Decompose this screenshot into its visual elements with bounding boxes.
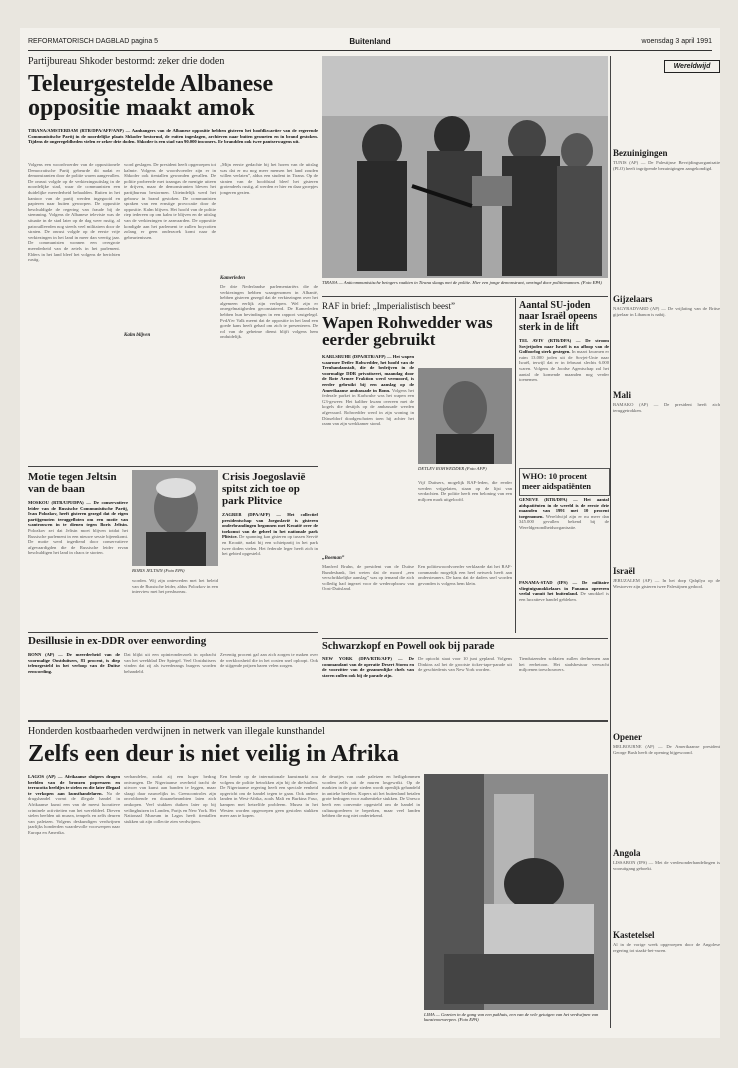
- photo-tirana-riot: [322, 56, 608, 278]
- schwarzkopf-body: De optocht staat voor 10 juni gepland. Volgens Dinkins zal het de grootste ticker-tape-parade uit de geschiedenis van New York worden.: [418, 656, 512, 673]
- raf-kicker: RAF in brief: „Imperialistisch beest”: [322, 301, 455, 311]
- sidebar-text-2: NAGYRADVARD (AP) — De vrijlating van de Britse gijzelaar in Libanon is nabij.: [613, 306, 720, 317]
- sidebar-wereldwijd: [613, 60, 720, 1028]
- raf-lead: KARLSRUHE (DPA/RTR/AFP) — Het wapen waarmee Detlev Rohwedder, het hoofd van de Treuhandanstalt, die de bedrijven in de voormalige DDR privatiseert, maandag door de Rote Armee Fraktion werd vermoord, is eerder gebruikt bij een aanslag op de Amerikaanse ambassade in Bonn. Volgens het federale parket in Karlsruhe was het wapen een G3-geweer. Het kaliber kwam overeen met de kogels die destijds op de ambassade werden afgevuurd. Rohwedder werd in zijn woning in Düsseldorf doodgeschoten toen hij achter het raam van zijn werkkamer stond.: [322, 354, 414, 427]
- ddr-body-col3: Zeventig procent gaf aan zich zorgen te maken over de werkloosheid die in het oosten snel oploopt. Ook de stijgende prijzen baren velen zorgen.: [220, 652, 318, 669]
- raf-body-col2: Vijf Duitsers, mogelijk RAF-leden, die eerder werden vrijgelaten, staan op de lijst van verdachten. De politie heeft een beloning van een miljoen mark uitgeloofd.: [418, 480, 512, 502]
- ddr-headline: Desillusie in ex-DDR over eenwording: [28, 635, 207, 647]
- main-headline: Teleurgestelde Albanese oppositie maakt amok: [28, 71, 274, 121]
- main-body-col3: „Mijn eerste gedachte bij het horen van de uitslag was dat er nu nog meer mensen het land zouden willen verlaten”, aldus een student in Tirana. Op de straten van de hoofdstad bleef het gisteren grotendeels rustig, al werden er hier en daar groepjes jongeren gezien.: [220, 162, 318, 195]
- sidebar-text-4: JERUZALEM (AP) — In het dorp Qalqilya op de Westoever zijn gisteren twee Palestijnen gedood.: [613, 578, 720, 589]
- photo-tirana-caption: TIRANA — Anticommunistische betogers raakten in Tirana slaags met de politie. Hier een jonge demonstrant, omringd door politiemannen. (Foto EPA): [322, 280, 602, 285]
- riot-police-illustration: [322, 56, 608, 278]
- photo-lima-warehouse: [424, 774, 608, 1010]
- main-kicker: Partijbureau Shkoder bestormd: zeker drie doden: [28, 56, 225, 67]
- sidebar-head-1: Bezuinigingen: [613, 148, 668, 158]
- ddr-body-col2: Dat blijkt uit een opinieonderzoek in opdracht van het weekblad Der Spiegel. Veel Oostduitsers vinden dat zij als tweederangs burgers worden behandeld.: [124, 652, 216, 674]
- rule-jeltsin-top: [28, 466, 318, 467]
- sidebar-head-6: Angola: [613, 848, 641, 858]
- main-lead: TIRANA/AMSTERDAM (RTR/DPA/AFP/ANP) — Aanhangers van de Albanese oppositie hebben gisteren het hoofdkwartier van de regerende Communistische Partij in de noordelijke plaats Shkoder bestormd, de ruiten ingeslagen, archieven naar buiten gesmeten en in brand gestoken. Tijdens de ongeregeldheden vielen er zeker drie doden. Shkoder is een stad van 90.000 inwoners. Er brandden ook twee pantserwagens uit.: [28, 128, 318, 145]
- rule-schwarz-top: [322, 638, 608, 639]
- jeltsin-caption: BORIS JELTSIN (Foto EPA): [132, 568, 185, 573]
- afrika-body-col4: de deurtjes van oude paleizen en heiligdommen worden zelfs uit de muren losgewrikt. Op de markten in de grote steden wordt openlijk gehandeld in antieke beelden. Kopers uit het buitenland betalen grote bedragen voor authentieke stukken. De Unesco heeft een conventie opgesteld om de handel in cultuurgoederen te beperken, maar veel landen hebben die nog niet ondertekend.: [322, 774, 420, 819]
- who-box: [519, 468, 610, 496]
- sidebar-text-1: TUNIS (AP) — De Palestijnse Bevrijdingsorganisatie (PLO) heeft ingrijpende bezuinigingen aangekondigd.: [613, 160, 720, 171]
- rohwedder-caption: DETLEV ROHWEDDER (Foto AFP): [418, 466, 487, 471]
- rule-afrika-top: [28, 720, 608, 722]
- afrika-body-col2: verhandelen, zodat zij een hoger bedrag ontvangen. De Nigeriaanse overheid tracht de uitvoer van kunst aan banden te leggen, maar slaagt daar nauwelijks in. Grenscontroles zijn onvoldoende en douanebeambten laten zich omkopen. Veel stukken duiken later op bij veilinghuizen in Londen, Parijs en New York. Het Nationaal Museum in Lagos heeft tientallen stukken uit zijn collectie zien verdwijnen.: [124, 774, 216, 824]
- rule-raf-top: [322, 296, 608, 297]
- joego-lead: ZAGREB (DPA/AFP) — Het collectief presidentschap van Joegoslavië is gisteren onderbrandingen begonnen met Kroatië over de toekomst van de geheel in het nationale park Plitvice. De spanning kan gisteren op tussen Servië en Kroatië, nadat bij een schietpartij in het park twee doden vielen. Het federale leger heeft zich in het gebied opgesteld.: [222, 512, 318, 557]
- sidebar-head-3: Mali: [613, 390, 631, 400]
- sidebar-text-3: BAMAKO (AP) — De president heeft zich teruggetrokken.: [613, 402, 720, 413]
- sidebar-head-5: Opener: [613, 732, 642, 742]
- sidebar-logo: Wereldwijd: [664, 60, 720, 73]
- sidebar-text-5: MELBOURNE (AP) — De Amerikaanse president George Bush heeft de opening bijgewoond.: [613, 744, 720, 755]
- schwarzkopf-body2: Tienduizenden soldaten zullen deelnemen aan het eerbetoon. Het stadsbestuur verwacht miljoenen toeschouwers.: [519, 656, 609, 673]
- rule-ddr-top: [28, 632, 318, 633]
- raf-subhead-boeman: „Boeman”: [322, 556, 345, 561]
- main-body-col4: De drie Nederlandse parlementariërs die de verkiezingen hebben waargenomen in Albanië, hebben gisteren gezegd dat de verkiezingen over het algemeen eerlijk zijn verlopen. Wel zijn er onregelmatigheden geconstateerd. De Kamerleden hebben hun bevindingen in een rapport vastgelegd. PvdA'er Valk meent dat de oppositie in het land een goede kans heeft gehad om zich te presenteren. De rol van de geheime dienst blijft volgens hem onduidelijk.: [220, 284, 318, 340]
- panama-lead: PANAMA-STAD (IPS) — De militaire vliegtuigsmokkelaars in Panama opereren veelal vanuit het buitenland. De smokkel is een lucratieve handel gebleken.: [519, 580, 609, 602]
- joego-headline: Crisis Joegoslavië spitst zich toe op park Plitvice: [222, 471, 306, 507]
- header-paper-name: REFORMATORISCH DAGBLAD pagina 5: [28, 38, 159, 45]
- afrika-body-col3: Een bende op de internationale kunstmarkt zou volgens de politie betrokken zijn bij de diefstallen. De Nigeriaanse regering heeft een speciale eenheid opgericht om de handel tegen te gaan. Ook andere landen in West-Afrika, zoals Mali en Burkina Faso, kampen met hetzelfde probleem. Musea in het Westen worden opgeroepen geen gestolen stukken meer aan te kopen.: [220, 774, 318, 819]
- header-date: woensdag 3 april 1991: [641, 38, 712, 45]
- schwarzkopf-headline: Schwarzkopf en Powell ook bij parade: [322, 641, 495, 652]
- su-lead: TEL AVIV (RTR/DPA) — De stroom Sovjetjoden naar Israël is na afloop van de Golfoorlog sterk gestegen. In maart kwamen er ruim 13.000 joden uit de Sovjet-Unie naar Israël, terwijl dat er in februari slechts 6.000 waren. Volgens de Joodse Agentschap zal het aantal de komende maanden nog verder toenemen.: [519, 338, 609, 383]
- jeltsin-headline: Motie tegen Jeltsin van de baan: [28, 471, 117, 495]
- newspaper-page: [20, 28, 720, 1038]
- raf-body-col3: Manfred Bruhn, de president van de Duitse Bundesbank, liet weten dat de moord „een verschrikkelijke aanslag” was op iemand die zich volledig had ingezet voor de wederopbouw van Oost-Duitsland.: [322, 564, 414, 592]
- rohwedder-portrait-illustration: [418, 368, 512, 464]
- sidebar-text-7: Al in de vorige week opgeroepen door de Angolese regering tot staakt-het-vuren.: [613, 942, 720, 953]
- main-subhead-kalm: Kalm blijven: [124, 333, 151, 338]
- rule-su-left: [515, 298, 516, 633]
- sidebar-text-6: LISSABON (IPS) — Met de vredesonderhandelingen is vooruitgang geboekt.: [613, 860, 720, 871]
- sidebar-head-7: Kastetelsel: [613, 930, 655, 940]
- afrika-lead: LAGOS (AP) — Afrikaanse sluipers dragen beelden van de bronzen popreuzen en terracotta beeldjes te stelen en die later illegaal te verkopen aan kunsthandelaren. Na de drugshandel vormt de illegale handel in Afrikaanse kunst een van de meest lucratieve criminele activiteiten van het werelddeel. Dieven stelen beelden uit musea, tempels en zelfs deuren van paleizen. Volgens deskundigen verdwijnen jaarlijks honderden waardevolle voorwerpen naar Europa en Amerika.: [28, 774, 120, 835]
- page-header: [28, 38, 712, 51]
- ddr-lead: BONN (AP) — De meerderheid van de voormalige Oostduitsers, 83 procent, is diep teleurgesteld in het verloop van de Duitse eenwording.: [28, 652, 120, 674]
- photo-jeltsin-portrait: [132, 470, 218, 566]
- afrika-headline: Zelfs een deur is niet veilig in Afrika: [28, 741, 399, 767]
- rule-sidebar-left: [610, 56, 611, 1028]
- main-subhead-kamerleden: Kamerleden: [220, 276, 245, 281]
- who-lead: GENEVE (RTR/DPA) — Het aantal aidspatiënten in de wereld is de eerste drie maanden van 1991 met 10 procent toegenomen. Wereldwijd zijn er nu meer dan 345.000 gevallen bekend bij de Wereldgezondheidsorganisatie.: [519, 497, 609, 530]
- jeltsin-portrait-illustration: [132, 470, 218, 566]
- warehouse-illustration: [424, 774, 608, 1010]
- su-headline: Aantal SU-joden naar Israël opeens sterk in de lift: [519, 300, 598, 333]
- sidebar-head-4: Israël: [613, 566, 635, 576]
- raf-body-col4: Een politiewoordvoerder verklaarde dat het RAF-commando mogelijk een heel netwerk heeft aan ondersteuners. De kans dat de daders snel worden gevonden is volgens hem klein.: [418, 564, 512, 586]
- afrika-kicker: Honderden kostbaarheden verdwijnen in netwerk van illegale kunsthandel: [28, 726, 325, 737]
- who-headline: WHO: 10 procent meer aidspatiënten: [522, 471, 592, 491]
- sidebar-head-2: Gijzelaars: [613, 294, 653, 304]
- schwarzkopf-lead: NEW YORK (DPA/RTR/AFP) — De commandant van de operatie Desert Storm en de voorzitter van de gezamenlijke chefs van staven zullen ook bij de parade zijn.: [322, 656, 414, 678]
- raf-headline: Wapen Rohwedder was eerder gebruikt: [322, 313, 493, 349]
- main-body-col1: Volgens een woordvoerder van de oppositionele Democratische Partij gebeurde dit nadat er demonstranten door de politie waren aangevallen. De onrust volgde op de verkiezingsuitslag in de noordelijke stad, waar de communisten een duidelijke meerderheid behaalden. Ruiten in het kantoor van de partij werden ingegooid en papieren naar buiten geworpen. De oppositie beschuldigde de regering van fraude bij de stemming. Volgens de Albanese televisie was de situatie in de stad later op de dag weer rustig, al patrouilleerden nog steeds veel militairen door de straten. De onrust volgde op de eerste vrije verkiezingen in het land in meer dan veertig jaar. De communisten wonnen een overgrote meerderheid van de zetels in het parlement. Elders in het land bleef het volgens de berichten rustig.: [28, 162, 120, 263]
- photo-lima-caption: LIMA — Gezeten in de gang van een pakhuis, een van de vele getuigen van het verdwijnen van kunstvoorwerpen. (Foto EPA): [424, 1012, 599, 1023]
- jeltsin-body: worden. Wij zijn ontevreden met het beleid van de Russische leider, aldus Polozkov in een interview met het persbureau.: [132, 578, 218, 595]
- header-section: Buitenland: [349, 37, 391, 46]
- jeltsin-lead: MOSKOU (RTR/UPI/DPA) — De conservatieve leider van de Russische Communistische Partij, Ivan Polozkov, heeft gisteren gezegd dat de eigen partijgenoten teruggefloten om een motie van wantrouwen in te dienen tegen Boris Jeltsin. Polozkov zei dat Jeltsin moet blijven totdat het Russische parlement in een nieuwe sessie bijeenkomt. De motie werd ingediend door conservatieve afgevaardigden die de Russische leider ervan beschuldigen het land in chaos te storten.: [28, 500, 128, 556]
- photo-rohwedder-portrait: [418, 368, 512, 464]
- main-body-col2: word geslagen. De president heeft opgeroepen tot kalmte. Volgens de woordvoerder zijn er in Shkoder ook tientallen gewonden gevallen. De politie probeerde met traangas de menigte uiteen te drijven, maar de demonstranten bleven het partijbureau bestormen. Uiteindelijk werd het gebouw in brand gestoken. De communisten spraken van een ernstige provocatie door de oppositie. Kalm blijven. Het hoofd van de politie riep iedereen op om kalm te blijven en de uitslag van de verkiezingen te aanvaarden. De oppositie kondigde aan het parlement te zullen boycotten zolang er geen onderzoek komt naar de gebeurtenissen.: [124, 162, 216, 240]
